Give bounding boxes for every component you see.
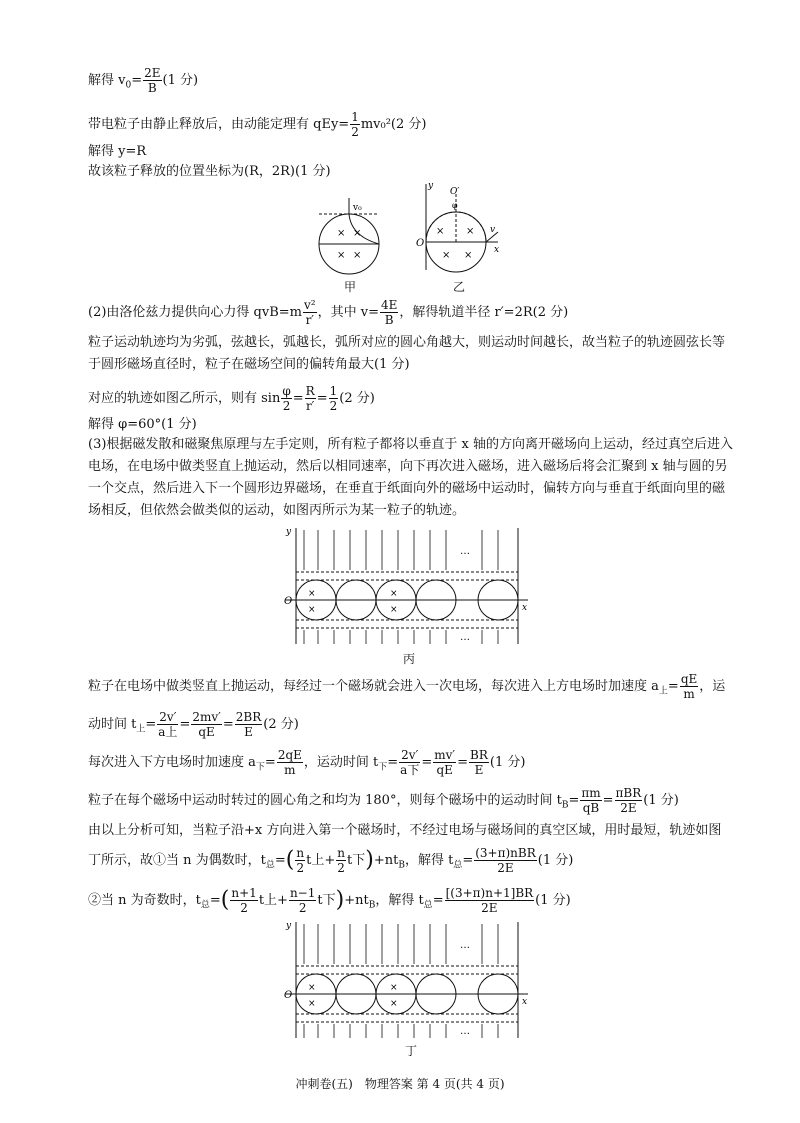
svg-text:×: × xyxy=(308,605,316,615)
figure-yi xyxy=(414,180,504,274)
svg-text:O: O xyxy=(416,238,425,249)
svg-text:×: × xyxy=(337,228,346,239)
svg-text:…: … xyxy=(460,632,470,643)
upper-acceleration-line: 粒子在电场中做类竖直上抛运动，每经过一个磁场就会进入一次电场，每次进入上方电场时加速度 $a_上=$ $\frac{qE}{m}$ ，运 xyxy=(88,672,726,701)
svg-text:y: y xyxy=(286,921,292,931)
upper-time-line: 动时间 $t_上=$ 2v′ a上 = $\frac{2mv'}{qE}$ = $\frac{2BR}{E}$ (2 分) xyxy=(88,710,299,739)
kinetic-energy-line: 带电粒子由静止释放后，由动能定理有 qEy= $\frac{1}{2}$ mv₀²(2 分) xyxy=(88,110,427,139)
figure-jia xyxy=(315,196,387,276)
svg-text:×: × xyxy=(442,250,451,261)
svg-text:x: x xyxy=(494,245,500,255)
caption-bing: 丙 xyxy=(403,652,416,666)
svg-text:O′: O′ xyxy=(450,187,460,197)
svg-text:×: × xyxy=(308,983,316,993)
odd-n-line: ②当 n 为奇数时，$t_总=$( $\frac{n+1}{2}$ t上+ $\frac{n-1}{2}$ t下)$+nt_B$，解得 $t_总=$ $\frac{[(3+\pi)n+1]BR}{2E}$ (1 分) xyxy=(88,886,571,915)
svg-text:×: × xyxy=(464,250,473,261)
lower-acceleration-line: 每次进入下方电场时加速度 $a_下=$ $\frac{2qE}{m}$ ，运动时间 $t_下=$ 2v′ a下 = $\frac{mv'}{qE}$ = $\frac{BR}{E}$ (1 分) xyxy=(88,748,526,777)
svg-text:…: … xyxy=(460,546,470,557)
svg-text:…: … xyxy=(460,1026,470,1037)
page-footer: 冲刺卷(五) 物理答案 第 4 页(共 4 页) xyxy=(295,1077,505,1091)
solve-phi-line: 解得 φ=60°(1 分) xyxy=(88,417,197,432)
svg-text:×: × xyxy=(337,250,346,261)
caption-jia: 甲 xyxy=(344,280,357,294)
svg-text:×: × xyxy=(466,226,475,237)
svg-text:…: … xyxy=(460,940,470,951)
svg-text:×: × xyxy=(390,589,398,599)
svg-text:×: × xyxy=(390,983,398,993)
caption-ding: 丁 xyxy=(405,1044,418,1058)
svg-text:O: O xyxy=(284,596,293,607)
lorentz-force-line: (2)由洛伦兹力提供向心力得 qvB=m $\frac{\text{v²}}{r'}$ ，其中 v= $\frac{4E}{B}$ ，解得轨道半径 r′=2R(2 分) xyxy=(88,298,569,327)
svg-text:×: × xyxy=(436,226,445,237)
svg-text:×: × xyxy=(390,605,398,615)
svg-text:×: × xyxy=(390,999,398,1009)
svg-text:x: x xyxy=(522,603,528,613)
svg-text:O: O xyxy=(284,990,293,1001)
trajectory-explanation: 粒子运动轨迹均为劣弧，弦越长，弧越长，弧所对应的圆心角越大，则运动时间越长，故当粒子的轨迹圆弦长等于圆形磁场直径时，粒子在磁场空间的偏转角最大(1 分) xyxy=(88,335,726,372)
solve-y-line: 解得 y=R xyxy=(88,144,147,159)
caption-yi: 乙 xyxy=(453,280,466,294)
v0-label: v₀ xyxy=(353,203,362,213)
svg-text:×: × xyxy=(308,589,316,599)
svg-text:×: × xyxy=(308,999,316,1009)
sin-phi-line: 对应的轨迹如图乙所示，则有 sin $\frac{\varphi}{2}$ = $\frac{R}{r'}$ = $\frac{1}{2}$ (2 分) xyxy=(88,384,375,413)
analysis-line: 由以上分析可知，当粒子沿+x 方向进入第一个磁场时，不经过电场与磁场间的真空区域，用时最短，轨迹如图 xyxy=(88,823,722,838)
svg-text:y: y xyxy=(428,181,434,191)
svg-text:×: × xyxy=(353,228,362,239)
figure-bing xyxy=(282,524,532,648)
magnetic-time-line: 粒子在每个磁场中运动时转过的圆心角之和均为 180°，则每个磁场中的运动时间 $t_B=$ $\frac{\pi m}{qB}$ = πBR 2E (1 分) xyxy=(88,786,679,815)
release-position-line: 故该粒子释放的位置坐标为(R，2R)(1 分) xyxy=(88,164,331,179)
part3-explanation: (3)根据磁发散和磁聚焦原理与左手定则，所有粒子都将以垂直于 x 轴的方向离开磁场向上运动，经过真空后进入电场，在电场中做类竖直上抛运动，然后以相同速率，向下再次进入磁场，进入磁场后将会汇聚到 x 轴与圆的另一个交点，然后进入下一个圆形边界磁场，在垂直于纸面向外的磁场中运动时，偏转方向与垂直于纸面向里的磁场相反，但依然会做类似的运动，如图丙所示为某一粒子的轨迹。 xyxy=(88,437,734,518)
solve-v0-line: 解得 $v_0=$ $\frac{2E}{B}$ (1 分) xyxy=(88,66,199,95)
svg-text:φ: φ xyxy=(452,201,458,210)
svg-text:y: y xyxy=(286,527,292,537)
even-n-line: 丁所示，故①当 n 为偶数时，$t_总=$( $\frac{n}{2}$ t上+ $\frac{n}{2}$ t下)$+nt_B$，解得 $t_总=$ (3+π)nBR 2E (1 分) xyxy=(88,846,574,875)
svg-text:v: v xyxy=(490,225,496,235)
figure-ding xyxy=(282,918,532,1042)
svg-text:x: x xyxy=(522,997,528,1007)
svg-text:×: × xyxy=(353,250,362,261)
